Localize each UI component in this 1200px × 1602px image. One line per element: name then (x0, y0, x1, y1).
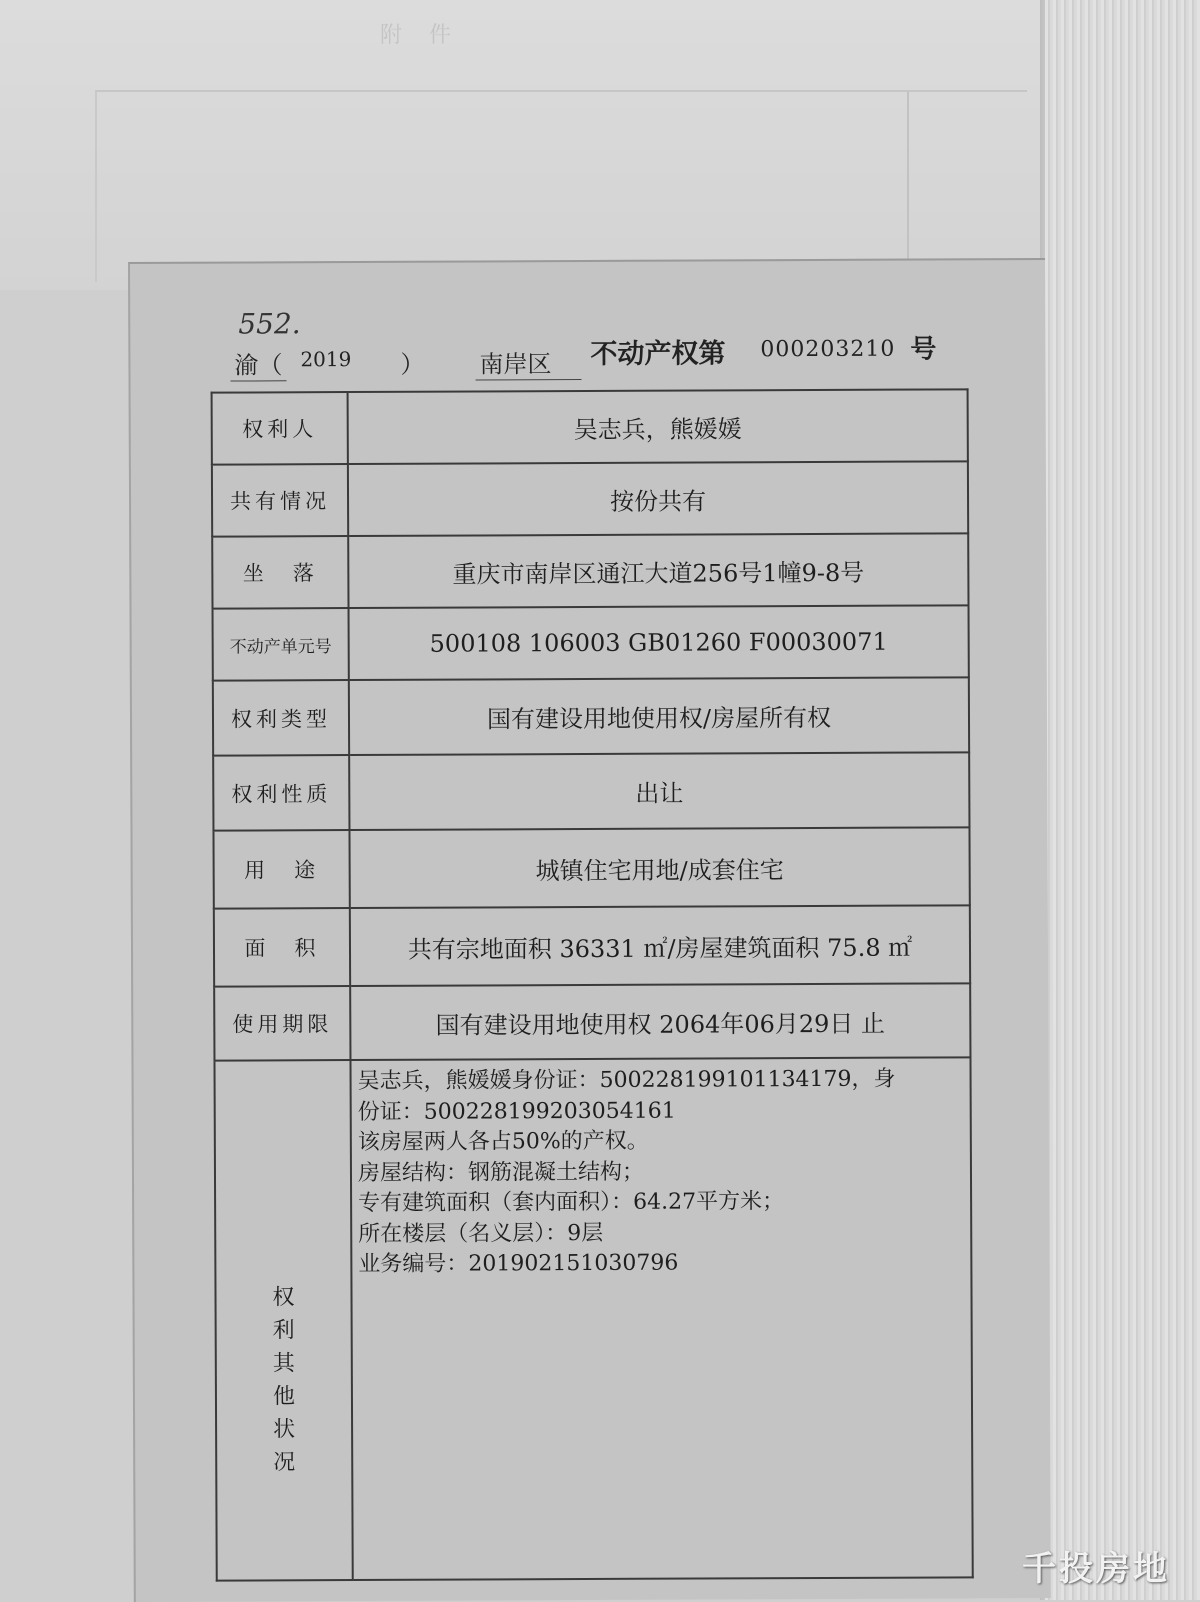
background-sheet (0, 0, 1110, 290)
header-suffix: 号 (910, 334, 937, 365)
row-label: 面 积 (214, 908, 350, 987)
header-close-paren: ） (400, 350, 425, 379)
other-line: 所在楼层（名义层）：9层 (358, 1220, 604, 1247)
table-row-other (214, 1057, 972, 1580)
row-label: 不动产单元号 (213, 608, 349, 681)
certificate-page (128, 258, 1051, 1602)
row-label: 权利类型 (213, 680, 349, 756)
row-value: 出让 (349, 752, 969, 830)
row-value: 国有建设用地使用权 2064年06月29日 止 (350, 983, 970, 1060)
row-value: 共有宗地面积 36331 ㎡/房屋建筑面积 75.8 ㎡ (350, 905, 970, 986)
row-value: 按份共有 (348, 461, 968, 536)
other-line: 份证：500228199203054161 (357, 1098, 676, 1125)
table-row (213, 752, 969, 830)
row-value: 国有建设用地使用权/房屋所有权 (349, 677, 969, 755)
other-label-cell (214, 1060, 352, 1581)
header-number: 000203210 (760, 336, 896, 363)
row-value: 城镇住宅用地/成套住宅 (349, 827, 969, 908)
table-row (214, 905, 970, 986)
handwritten-number: 552. (238, 307, 301, 341)
paper-stack-edge (1045, 0, 1200, 1600)
certificate-table (211, 388, 974, 1581)
table-row (213, 605, 969, 680)
row-label: 权利性质 (213, 755, 349, 831)
other-line: 房屋结构：钢筋混凝土结构； (357, 1159, 645, 1186)
table-row (212, 533, 968, 608)
other-line: 业务编号：201902151030796 (358, 1250, 679, 1278)
row-label: 共有情况 (212, 464, 348, 537)
table-row (213, 827, 969, 908)
other-value-cell (350, 1057, 972, 1580)
other-line: 吴志兵，熊媛媛身份证：500228199101134179，身 (357, 1066, 896, 1095)
row-label: 用 途 (213, 830, 349, 909)
row-value: 500108 106003 GB01260 F00030071 (349, 605, 969, 680)
row-value: 重庆市南岸区通江大道256号1幢9-8号 (348, 533, 968, 608)
header-district: 南岸区 (475, 344, 581, 380)
background-sheet-text: 附 件 (380, 23, 461, 48)
background-sheet-frame (95, 90, 1027, 282)
row-label: 权利人 (212, 392, 348, 465)
table-row (212, 389, 968, 464)
header-year: 2019 (300, 347, 352, 372)
row-label: 坐 落 (212, 536, 348, 609)
row-value: 吴志兵，熊媛媛 (348, 389, 968, 464)
table-row (213, 677, 969, 755)
other-line: 专有建筑面积（套内面积）：64.27平方米； (358, 1189, 785, 1217)
row-label: 使用期限 (214, 986, 350, 1061)
other-label: 权利其他状况 (272, 1285, 296, 1476)
table-row (212, 461, 968, 536)
header-prefix: 渝（ (230, 345, 286, 381)
watermark-logo: 千投房地 (1022, 1549, 1170, 1589)
table-row (214, 983, 970, 1060)
other-line: 该房屋两人各占50%的产权。 (357, 1128, 649, 1156)
certificate-header (230, 328, 937, 380)
header-title: 不动产权第 (590, 338, 726, 370)
